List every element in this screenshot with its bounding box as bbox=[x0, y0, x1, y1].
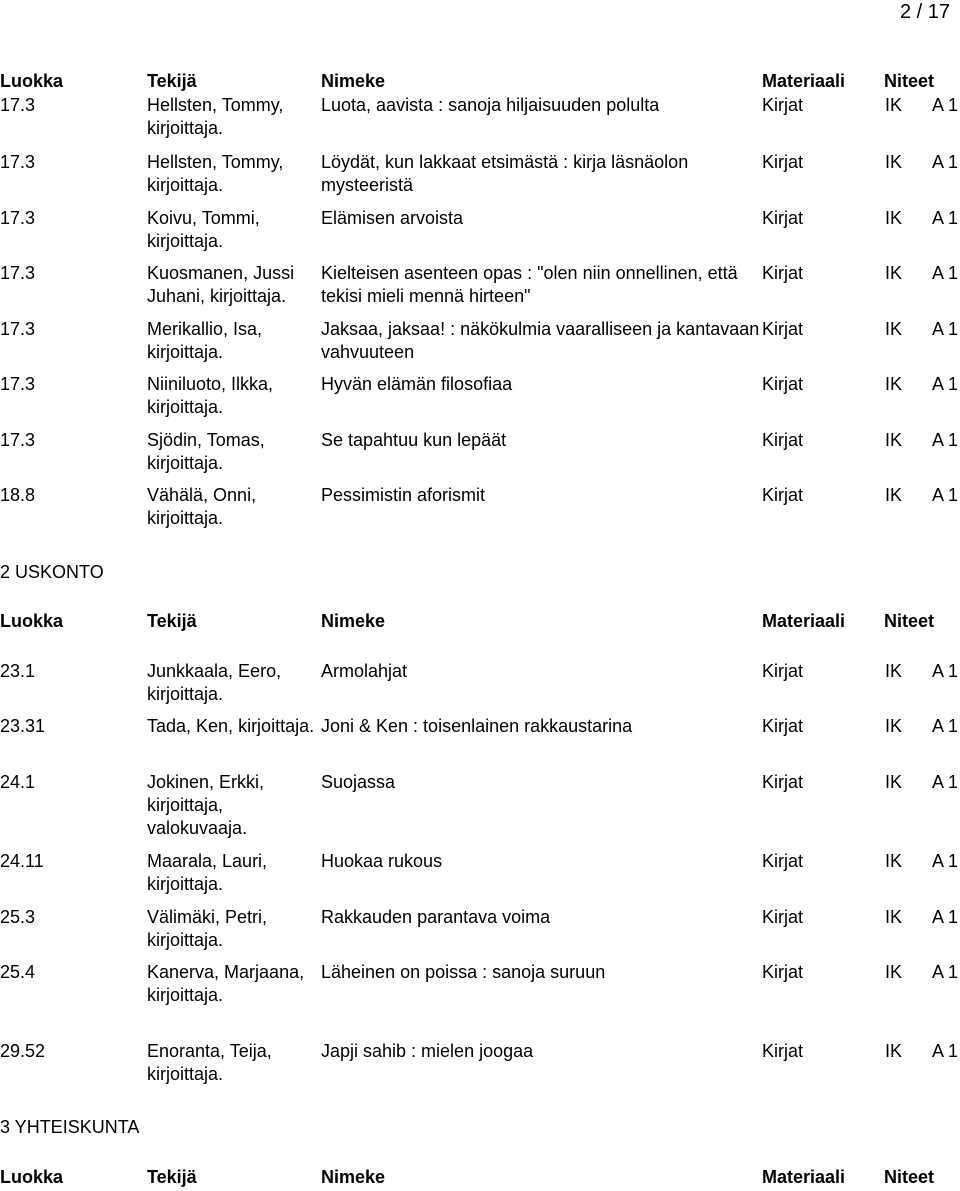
tekija-cell: Jokinen, Erkki, kirjoittaja, valokuvaaja. bbox=[147, 772, 265, 838]
tekija-cell: Merikallio, Isa, kirjoittaja. bbox=[147, 319, 263, 362]
a1-cell: A 1 bbox=[932, 962, 959, 982]
a1-cell: A 1 bbox=[932, 263, 959, 283]
nimeke-cell: Läheinen on poissa : sanoja suruun bbox=[321, 962, 606, 982]
luokka-cell: 18.8 bbox=[0, 485, 36, 505]
ik-cell: IK bbox=[885, 907, 903, 927]
a1-cell: A 1 bbox=[932, 430, 959, 450]
ik-cell: IK bbox=[885, 152, 903, 172]
header-materiaali: Materiaali bbox=[762, 611, 846, 631]
materiaali-cell: Kirjat bbox=[762, 374, 804, 394]
ik-cell: IK bbox=[885, 208, 903, 228]
tekija-cell: Kuosmanen, Jussi Juhani, kirjoittaja. bbox=[147, 263, 295, 306]
materiaali-cell: Kirjat bbox=[762, 208, 804, 228]
tekija-cell: Tada, Ken, kirjoittaja. bbox=[147, 716, 315, 736]
ik-cell: IK bbox=[885, 851, 903, 871]
a1-cell: A 1 bbox=[932, 208, 959, 228]
tekija-cell: Enoranta, Teija, kirjoittaja. bbox=[147, 1041, 272, 1084]
ik-cell: IK bbox=[885, 661, 903, 681]
a1-cell: A 1 bbox=[932, 95, 959, 115]
luokka-cell: 24.11 bbox=[0, 851, 44, 871]
luokka-cell: 25.3 bbox=[0, 907, 36, 927]
nimeke-cell: Pessimistin aforismit bbox=[321, 485, 486, 505]
header-nimeke: Nimeke bbox=[321, 71, 386, 91]
nimeke-cell: Kielteisen asenteen opas : "olen niin onnellinen, että tekisi mieli mennä hirteen" bbox=[321, 263, 738, 306]
luokka-cell: 17.3 bbox=[0, 95, 36, 115]
section-heading: 3 YHTEISKUNTA bbox=[0, 1117, 140, 1137]
materiaali-cell: Kirjat bbox=[762, 263, 804, 283]
a1-cell: A 1 bbox=[932, 374, 959, 394]
ik-cell: IK bbox=[885, 772, 903, 792]
materiaali-cell: Kirjat bbox=[762, 319, 804, 339]
nimeke-cell: Joni & Ken : toisenlainen rakkaustarina bbox=[321, 716, 633, 736]
a1-cell: A 1 bbox=[932, 907, 959, 927]
ik-cell: IK bbox=[885, 374, 903, 394]
luokka-cell: 17.3 bbox=[0, 374, 36, 394]
materiaali-cell: Kirjat bbox=[762, 152, 804, 172]
a1-cell: A 1 bbox=[932, 152, 959, 172]
ik-cell: IK bbox=[885, 716, 903, 736]
section-heading: 2 USKONTO bbox=[0, 562, 104, 582]
header-nimeke: Nimeke bbox=[321, 611, 386, 631]
nimeke-cell: Luota, aavista : sanoja hiljaisuuden polulta bbox=[321, 95, 660, 115]
a1-cell: A 1 bbox=[932, 485, 959, 505]
nimeke-cell: Jaksaa, jaksaa! : näkökulmia vaaralliseen ja kantavaan vahvuuteen bbox=[321, 319, 760, 362]
materiaali-cell: Kirjat bbox=[762, 716, 804, 736]
header-luokka: Luokka bbox=[0, 1167, 64, 1187]
tekija-cell: Sjödin, Tomas, kirjoittaja. bbox=[147, 430, 265, 473]
ik-cell: IK bbox=[885, 1041, 903, 1061]
luokka-cell: 17.3 bbox=[0, 152, 36, 172]
luokka-cell: 29.52 bbox=[0, 1041, 46, 1061]
luokka-cell: 17.3 bbox=[0, 208, 36, 228]
luokka-cell: 25.4 bbox=[0, 962, 36, 982]
header-luokka: Luokka bbox=[0, 71, 64, 91]
header-tekija: Tekijä bbox=[147, 1167, 197, 1187]
materiaali-cell: Kirjat bbox=[762, 851, 804, 871]
header-materiaali: Materiaali bbox=[762, 71, 846, 91]
materiaali-cell: Kirjat bbox=[762, 661, 804, 681]
tekija-cell: Hellsten, Tommy, kirjoittaja. bbox=[147, 95, 284, 138]
header-tekija: Tekijä bbox=[147, 71, 197, 91]
page-number: 2 / 17 bbox=[899, 1, 950, 23]
header-materiaali: Materiaali bbox=[762, 1167, 846, 1187]
ik-cell: IK bbox=[885, 962, 903, 982]
tekija-cell: Junkkaala, Eero, kirjoittaja. bbox=[147, 661, 282, 704]
ik-cell: IK bbox=[885, 319, 903, 339]
ik-cell: IK bbox=[885, 263, 903, 283]
nimeke-cell: Hyvän elämän filosofiaa bbox=[321, 374, 513, 394]
header-niteet: Niteet bbox=[884, 611, 935, 631]
materiaali-cell: Kirjat bbox=[762, 772, 804, 792]
ik-cell: IK bbox=[885, 485, 903, 505]
header-niteet: Niteet bbox=[884, 1167, 935, 1187]
a1-cell: A 1 bbox=[932, 661, 959, 681]
materiaali-cell: Kirjat bbox=[762, 430, 804, 450]
nimeke-cell: Suojassa bbox=[321, 772, 396, 792]
header-nimeke: Nimeke bbox=[321, 1167, 386, 1187]
materiaali-cell: Kirjat bbox=[762, 907, 804, 927]
nimeke-cell: Rakkauden parantava voima bbox=[321, 907, 551, 927]
a1-cell: A 1 bbox=[932, 319, 959, 339]
materiaali-cell: Kirjat bbox=[762, 1041, 804, 1061]
luokka-cell: 17.3 bbox=[0, 430, 36, 450]
a1-cell: A 1 bbox=[932, 1041, 959, 1061]
nimeke-cell: Se tapahtuu kun lepäät bbox=[321, 430, 507, 450]
materiaali-cell: Kirjat bbox=[762, 485, 804, 505]
ik-cell: IK bbox=[885, 95, 903, 115]
tekija-cell: Koivu, Tommi, kirjoittaja. bbox=[147, 208, 260, 251]
a1-cell: A 1 bbox=[932, 851, 959, 871]
luokka-cell: 23.31 bbox=[0, 716, 46, 736]
tekija-cell: Välimäki, Petri, kirjoittaja. bbox=[147, 907, 268, 950]
a1-cell: A 1 bbox=[932, 716, 959, 736]
tekija-cell: Maarala, Lauri, kirjoittaja. bbox=[147, 851, 268, 894]
header-tekija: Tekijä bbox=[147, 611, 197, 631]
nimeke-cell: Huokaa rukous bbox=[321, 851, 443, 871]
nimeke-cell: Elämisen arvoista bbox=[321, 208, 464, 228]
nimeke-cell: Armolahjat bbox=[321, 661, 408, 681]
ik-cell: IK bbox=[885, 430, 903, 450]
a1-cell: A 1 bbox=[932, 772, 959, 792]
tekija-cell: Hellsten, Tommy, kirjoittaja. bbox=[147, 152, 284, 195]
luokka-cell: 17.3 bbox=[0, 263, 36, 283]
materiaali-cell: Kirjat bbox=[762, 95, 804, 115]
tekija-cell: Vähälä, Onni, kirjoittaja. bbox=[147, 485, 257, 528]
header-luokka: Luokka bbox=[0, 611, 64, 631]
materiaali-cell: Kirjat bbox=[762, 962, 804, 982]
tekija-cell: Niiniluoto, Ilkka, kirjoittaja. bbox=[147, 374, 274, 417]
nimeke-cell: Löydät, kun lakkaat etsimästä : kirja läsnäolon mysteeristä bbox=[321, 152, 689, 195]
tekija-cell: Kanerva, Marjaana, kirjoittaja. bbox=[147, 962, 305, 1005]
luokka-cell: 17.3 bbox=[0, 319, 36, 339]
luokka-cell: 23.1 bbox=[0, 661, 36, 681]
nimeke-cell: Japji sahib : mielen joogaa bbox=[321, 1041, 534, 1061]
luokka-cell: 24.1 bbox=[0, 772, 36, 792]
header-niteet: Niteet bbox=[884, 71, 935, 91]
